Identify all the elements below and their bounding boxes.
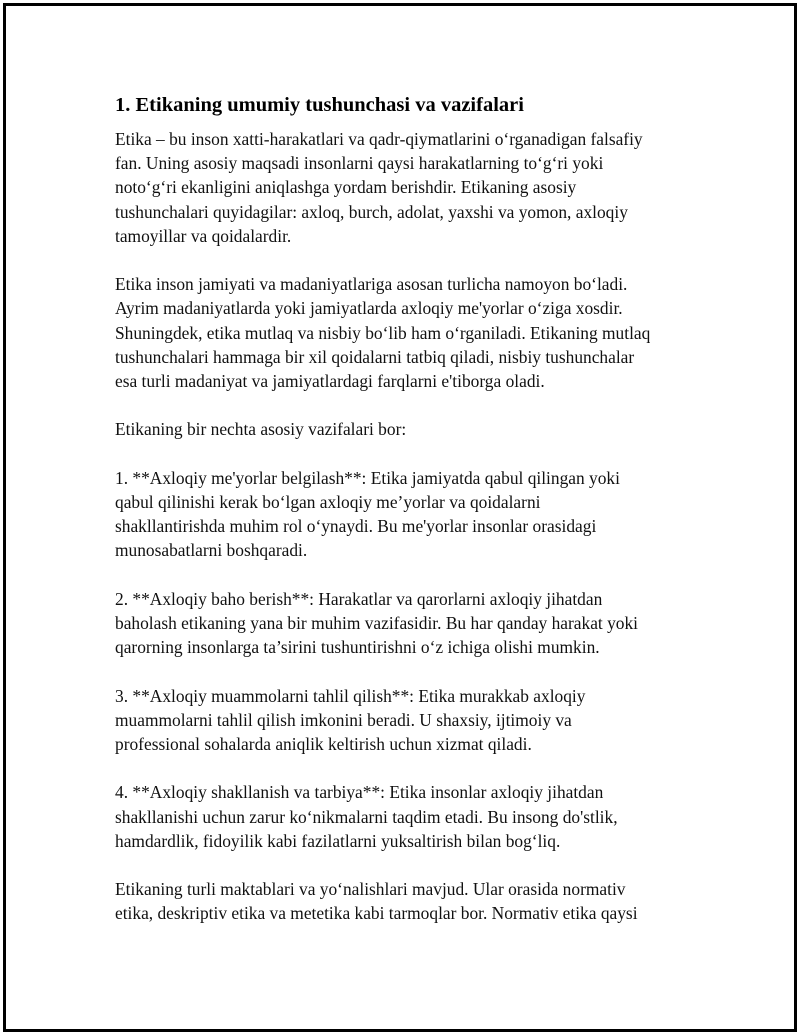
list-item-2 — [115, 587, 690, 660]
text-line: Shuningdek, etika mutlaq va nisbiy boʻlib ham oʻrganiladi. Etikaning mutlaq — [115, 322, 651, 343]
list-item-4 — [115, 780, 690, 853]
text-line: 4. **Axloqiy shakllanish va tarbiya**: Etika insonlar axloqiy jihatdan — [115, 782, 604, 803]
text-line: 1. **Axloqiy me'yorlar belgilash**: Etika jamiyatda qabul qilingan yoki — [115, 467, 620, 488]
text-line: Ayrim madaniyatlarda yoki jamiyatlarda axloqiy me'yorlar oʻziga xosdir. — [115, 298, 623, 319]
paragraph-schools — [115, 877, 690, 925]
section-heading: 1. Etikaning umumiy tushunchasi va vazifalari — [115, 94, 524, 116]
text-line: notoʻgʻri ekanligini aniqlashga yordam berishdir. Etikaning asosiy — [115, 177, 577, 198]
text-line: hamdardlik, fidoyilik kabi fazilatlarni yuksaltirish bilan bogʻliq. — [115, 830, 561, 851]
text-line: Etika inson jamiyati va madaniyatlariga asosan turlicha namoyon boʻladi. — [115, 274, 628, 295]
paragraph-tasks-intro — [115, 417, 690, 441]
paragraph-etika-definition — [115, 127, 690, 248]
text-line: shakllantirishda muhim rol oʻynaydi. Bu me'yorlar insonlar orasidagi — [115, 516, 597, 537]
paragraph-culture — [115, 272, 690, 393]
document-body — [115, 92, 690, 950]
text-line: baholash etikaning yana bir muhim vazifasidir. Bu har qanday harakat yoki — [115, 613, 639, 633]
text-line: 3. **Axloqiy muammolarni tahlil qilish**: Etika murakkab axloqiy — [115, 685, 586, 706]
list-item-1 — [115, 466, 690, 563]
text-line: esa turli madaniyat va jamiyatlardagi farqlarni e'tiborga oladi. — [115, 371, 545, 392]
text-line: qarorning insonlarga ta’sirini tushuntirishni oʻz ichiga olishi mumkin. — [115, 637, 600, 658]
text-line: 2. **Axloqiy baho berish**: Harakatlar va qarorlarni axloqiy jihatdan — [115, 588, 603, 609]
text-line: munosabatlarni boshqaradi. — [115, 540, 308, 561]
text-line: Etikaning turli maktablari va yoʻnalishlari mavjud. Ular orasida normativ — [115, 879, 626, 900]
text-line: tamoyillar va qoidalardir. — [115, 225, 292, 246]
list-item-3 — [115, 684, 690, 757]
text-line: professional sohalarda aniqlik keltirish uchun xizmat qiladi. — [115, 734, 532, 754]
text-line: Etikaning bir nechta asosiy vazifalari bor: — [115, 419, 407, 440]
text-line: shakllanishi uchun zarur koʻnikmalarni taqdim etadi. Bu insong do'stlik, — [115, 806, 618, 827]
text-line: Etika – bu inson xatti-harakatlari va qadr-qiymatlarini oʻrganadigan falsafiy — [115, 129, 643, 149]
text-line: muammolarni tahlil qilish imkonini beradi. U shaxsiy, ijtimoiy va — [115, 709, 572, 730]
text-line: tushunchalari quyidagilar: axloq, burch, adolat, yaxshi va yomon, axloqiy — [115, 201, 628, 222]
text-line: fan. Uning asosiy maqsadi insonlarni qaysi harakatlarning toʻgʻri yoki — [115, 153, 604, 174]
text-line: etika, deskriptiv etika va metetika kabi tarmoqlar bor. Normativ etika qaysi — [115, 903, 638, 924]
text-line: tushunchalari hammaga bir xil qoidalarni tatbiq qiladi, nisbiy tushunchalar — [115, 346, 635, 367]
text-line: qabul qilinishi kerak boʻlgan axloqiy me’yorlar va qoidalarni — [115, 492, 541, 512]
